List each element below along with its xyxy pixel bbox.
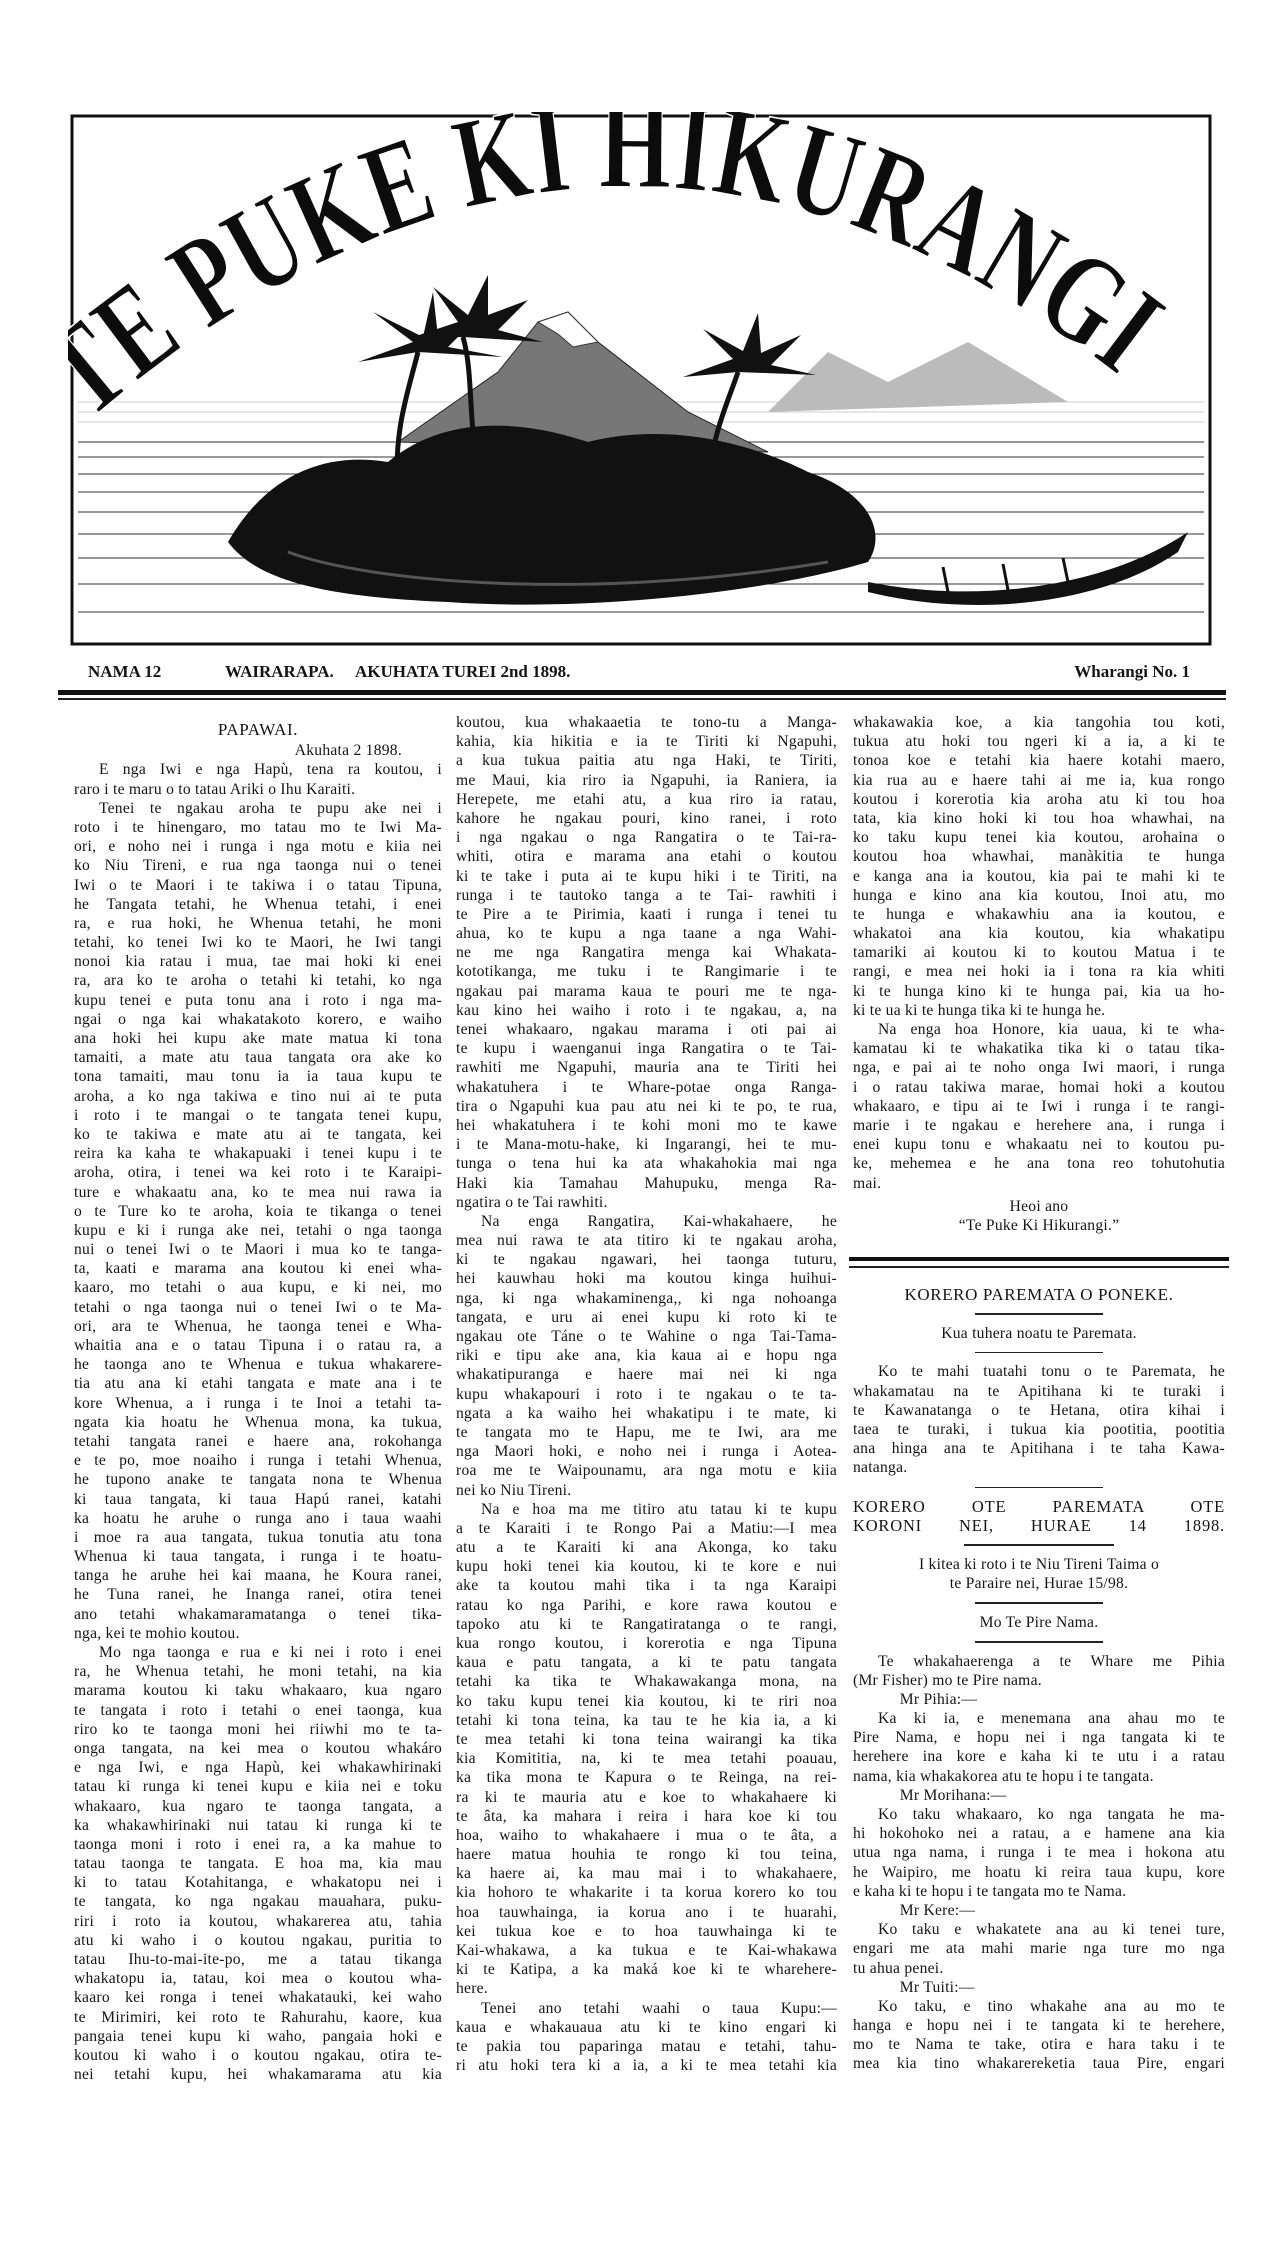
text-line: tukua atu hoki tou ngeri ki a ia, a ki te: [853, 733, 1225, 751]
text-line: Ko taku whakaaro, ko nga tangata he ma-: [877, 1806, 1225, 1823]
text-line: Herepete, me etahi atu, a kua riro ia ratau,: [456, 790, 837, 808]
text-line: ngatira o te Tai rawhiti.: [456, 1193, 608, 1211]
divider: [975, 1313, 1103, 1315]
text-line: kupu whakapouri i roto i te ngakau o te ta-: [456, 1385, 837, 1403]
text-line: kia Komititia, na, ki te mea tetahi poauau,: [456, 1750, 837, 1768]
speaker-label: [853, 1978, 1225, 1997]
text-line: Mo nga taonga e rua e ki nei i roto i enei: [98, 1644, 442, 1661]
text-line: (Mr Fisher) mo te Pire nama.: [853, 1671, 1042, 1689]
text-line: ra ki te mauria atu e koe to whakahaere ki: [456, 1788, 837, 1806]
text-line: ngata kia hoatu he Whenua mona, ka tukua,: [74, 1413, 442, 1431]
text-line: whakatopu ia, tatau, koi mea o koutou wha-: [74, 1970, 442, 1988]
text-line: te âta, ka mahara i reira i hara koe ki tou: [456, 1807, 837, 1825]
text-line: tia atu ana ki etahi tangata e mate ana i te: [74, 1375, 442, 1393]
text-line: he Tangata tetahi, he Whenua tetahi, i enei: [74, 895, 442, 913]
text-line: Ko taku e whakatete ana au ki tenei ture,: [877, 1921, 1225, 1939]
text-line: e kaha ki te hopu i te tangata mo te Nama.: [853, 1882, 1127, 1900]
text-line: he tupono anake te tangata nona te Whenua: [74, 1471, 442, 1489]
text-line: whiti, otira e marama ana etahi o koutou: [456, 848, 837, 866]
text-line: kamatau ki te whakatika tika ki o tatau tika-: [853, 1040, 1225, 1058]
text-line: Tenei ano tetahi waahi o taua Kupu:—: [480, 1999, 837, 2017]
paragraph: [74, 799, 442, 1643]
text-line: koutou, kua whakaaetia te tono-tu a Manga-: [456, 714, 837, 731]
text-line: kia hohoro te whakarite i ta korua korero ko tou: [456, 1884, 837, 1902]
text-line: aroha, otira, i tenei wa kei roto i te Karaipi-: [74, 1164, 442, 1182]
paragraph: [74, 1643, 442, 2084]
text-line: reira ka kaha te whakapuaki i tenei kupu i te: [74, 1145, 442, 1163]
section-heading: [853, 1285, 1225, 1304]
text-line: Tenei te ngakau aroha te pupu ake nei i: [98, 799, 442, 817]
text-line: e nga Iwi, e nga Hapù, kei whakawhirinaki: [74, 1759, 442, 1777]
text-line: Kai-whakawa, a ka tukua e te Kai-whakawa: [456, 1942, 837, 1959]
text-line: ko Niu Tireni, e rua nga taonga nui o tenei: [74, 857, 442, 875]
divider: [964, 1544, 1114, 1546]
text-line: mea kia tino whakarereketia taua Pire, engari: [853, 2055, 1225, 2073]
paragraph: [853, 1652, 1225, 1690]
text-line: ke, mehemea e he ana tona reo tohutohutia: [853, 1155, 1225, 1173]
text-line: atu a te Karaiti ki ana Akonga, ko taku: [456, 1539, 837, 1557]
text-line: taea te turaki, i tukua kia pootitia, pootitia: [853, 1421, 1225, 1438]
text-line: ko taku kupu tenei kia koutou, arohaina o: [853, 829, 1225, 847]
page-number: Wharangi No. 1: [1074, 662, 1190, 681]
text-line: Ka ki ia, e menemana ana ahau mo te: [877, 1710, 1225, 1728]
text-line: tatau taonga te tangata. E hoa ma, kia mau: [74, 1855, 442, 1873]
text-line: natanga.: [853, 1459, 908, 1477]
dateline: [60, 660, 1220, 690]
text-line: Na enga Rangatira, Kai-whakahaere, he: [480, 1212, 837, 1230]
text-line: kototikanga, me tuku i te Rangimarie i te: [456, 963, 837, 981]
text-line: e te po, moe noaiho i runga i tetahi Whenua,: [74, 1452, 442, 1470]
subheading: [853, 1555, 1225, 1593]
text-line: hunga e kino ana kia koutou, Inoi atu, mo: [853, 886, 1225, 904]
text-line: kaaro kei ronga i tenei whakatauki, kei waho: [74, 1989, 442, 2007]
text-line: he Waipiro, me hoatu ki reira taua kupu, kore: [853, 1863, 1225, 1881]
text-line: pangaia tenei kupu ki waho, pangaia hoki e: [74, 2027, 442, 2045]
text-line: kaaro, mo tetahi o aua kupu, e ki nei, mo: [74, 1279, 442, 1297]
text-line: tunga o tena hui ka ata whakahokia mai nga: [456, 1155, 837, 1173]
text-line: tata, kia kino hoki ki tou hoa whawhai, na: [853, 809, 1225, 827]
text-line: tonoa koe e tetahi kia haere kotahi maero,: [853, 752, 1225, 770]
text-line: tu ahua penei.: [853, 1959, 944, 1977]
text-line: ra, e rua hoki, he Whenua tetahi, he moni: [74, 914, 442, 932]
text-line: te pakia tou paparinga matau e tetahi, tahu-: [456, 2037, 837, 2055]
paragraph: [853, 1020, 1225, 1193]
text-line: Mr Tuiti:—: [899, 1978, 975, 1996]
text-line: roa me te Waipounamu, ara nga motu e kiia: [456, 1462, 837, 1480]
paragraph: [853, 1997, 1225, 2074]
text-line: he taonga ano te Whenua e tukua whakarere-: [74, 1356, 442, 1374]
text-line: ture e whakaatu ana, ko te mea nui rawa ia: [74, 1183, 442, 1201]
issue-number: NAMA 12: [88, 662, 162, 681]
paragraph: [853, 1709, 1225, 1786]
text-line: herehere ina kore e kaha ki te utu i a ratau: [853, 1748, 1225, 1766]
text-line: KORONI NEI, HURAE 14 1898.: [853, 1516, 1225, 1536]
text-line: te kupu i waenganui inga Rangatira o te Tai-: [456, 1040, 837, 1058]
text-line: ko taku kupu tenei kia koutou, ki te riri noa: [456, 1692, 837, 1710]
text-line: “Te Puke Ki Hikurangi.”: [958, 1216, 1120, 1234]
text-line: mea nui rawa te ata titiro ki te ngakau aroha,: [456, 1232, 837, 1250]
text-line: nga, ki nga whakaminenga,, ki nga nohoanga: [456, 1289, 837, 1307]
text-line: kaua e whakauaua atu ki te kino engari ki: [456, 2018, 837, 2036]
text-line: KORERO OTE PAREMATA OTE: [853, 1497, 1225, 1517]
text-line: Haki kia Tamahau Mahupuku, menga Ra-: [456, 1174, 837, 1192]
text-line: ka whakawhirinaki nui tatau ki runga ki te: [74, 1816, 442, 1834]
text-line: i nga ngakau o nga Rangatira o te Tai-ra-: [456, 829, 837, 847]
header-rule-thin: [58, 698, 1226, 700]
text-line: i roto i te mangai o te tangata tenei kupu,: [74, 1106, 442, 1124]
article-date: [74, 741, 442, 760]
text-line: whakawakia koe, a kia tangohia tou koti,: [853, 714, 1225, 731]
section-heading: [853, 1497, 1225, 1535]
text-line: mai.: [853, 1174, 882, 1192]
text-line: ta, kaati e marama ana koutou ki enei wha-: [74, 1260, 442, 1278]
text-line: i te Mana-motu-hake, ki Ingarangi, hei te mu-: [456, 1136, 837, 1154]
text-line: nama, kia whakakorea atu te hopu i te tangata.: [853, 1767, 1154, 1785]
text-line: whakatoi ana kia koutou, kia whakatipu: [853, 925, 1225, 943]
text-line: te Pire a te Pirimia, kaati i runga i tenei tu: [456, 905, 837, 923]
text-line: i o ratau takiwa marae, homai hoki a koutou: [853, 1078, 1225, 1096]
text-line: ori, ara te Whenua, he taonga tenei e Wha-: [74, 1317, 442, 1335]
text-line: te Paraire nei, Hurae 15/98.: [949, 1575, 1129, 1593]
text-line: atu ki waho i o koutou ngakau, puritia to: [74, 1931, 442, 1949]
paragraph: [456, 1500, 837, 1999]
divider: [975, 1487, 1103, 1489]
text-line: Pire Nama, e hopu nei i nga tangata ki te: [853, 1729, 1225, 1747]
text-line: whakamatau na te Apitihana ki te turaki i: [853, 1382, 1225, 1400]
text-line: tira o Ngapuhi kua pau atu nei ki te po, te rua,: [456, 1097, 837, 1115]
text-line: Heoi ano: [1009, 1197, 1069, 1215]
text-line: hanga e hopu nei i te tangata ki te herehere,: [853, 2017, 1225, 2035]
text-line: i moe ra aua tangata, tukua tonutia atu tona: [74, 1528, 442, 1546]
text-line: a te Karaiti i te Rongo Pai a Matiu:—I mea: [456, 1519, 837, 1537]
text-line: kahore he ngakau pouri, kino ranei, i roto: [456, 809, 837, 827]
text-line: he Tuna ranei, he Inanga ranei, otira tenei: [74, 1586, 442, 1604]
text-line: haere matua houhia te rongo ki tou teina,: [456, 1846, 837, 1864]
paragraph: [853, 1805, 1225, 1901]
text-line: raro i te maru o to tatau Ariki o Ihu Karaiti.: [74, 780, 356, 798]
text-line: ano tetahi whakamaramatanga o tenei tika-: [74, 1605, 442, 1623]
text-line: e kanga ana ia koutou, kia pai te mahi ki te: [853, 867, 1225, 885]
text-line: ahua, ko te kupu a nga taane a nga Wahi-: [456, 925, 837, 943]
text-line: koutou hoa whawhai, manàkitia te hunga: [853, 848, 1225, 866]
text-line: tetahi ka tika te Whakawakanga mona, na: [456, 1673, 837, 1691]
text-line: nui o tenei Iwi o te Maori i mua ko te tanga-: [74, 1241, 442, 1259]
text-line: Na enga hoa Honore, kia uaua, ki te wha-: [877, 1021, 1225, 1038]
column-3: [853, 713, 1225, 2074]
text-line: Mr Kere:—: [899, 1901, 976, 1919]
text-line: utua nga nama, i runga i te mea i hokona atu: [853, 1844, 1225, 1862]
text-line: kau kino hei waiho i roto i te ngakau, a, na: [456, 1001, 837, 1019]
text-line: nei ko Niu Tireni.: [456, 1481, 572, 1499]
text-line: nga Maori hoki, e noho nei i runga i Aotea-: [456, 1443, 837, 1461]
subheading: [853, 1613, 1225, 1632]
issue-date: AKUHATA TUREI 2nd 1898.: [355, 662, 571, 681]
text-line: nonoi kia ratau i mua, tae mai hoki ki enei: [74, 953, 442, 971]
text-line: ki te hunga kino ki te hunga pai, kia ua ho-: [853, 982, 1225, 1000]
text-line: ki te take i puta ai te kupu hiki i te Tiriti, na: [456, 867, 837, 885]
text-line: Mr Morihana:—: [899, 1786, 1007, 1804]
text-line: here.: [456, 1980, 488, 1998]
text-line: tatau Ihu-to-mai-ite-po, me a tatau tikanga: [74, 1951, 442, 1968]
text-line: aroha, a ko nga takiwa e tino nui ai te puta: [74, 1087, 442, 1105]
masthead-illustration: [68, 112, 1214, 648]
text-line: E nga Iwi e nga Hapù, tena ra koutou, i: [98, 761, 442, 779]
text-line: ki te ua ki te hunga tika ki te hunga he.: [853, 1001, 1106, 1019]
text-line: ki te ngakau ngawari, hei taonga tuturu,: [456, 1251, 837, 1269]
text-line: riki e tipu ake ana, kia kaua ai e hopu nga: [456, 1347, 837, 1365]
text-line: ngai o nga kai whakatakoto korero, e waiho: [74, 1010, 442, 1028]
paragraph: [74, 760, 442, 798]
speaker-label: [853, 1690, 1225, 1709]
text-line: hei kauwhau hoki ma koutou kinga huihui-: [456, 1270, 837, 1288]
text-line: me Maui, kia riro ia Ngapuhi, ia Raniera, ia: [456, 771, 837, 789]
text-line: taonga moni i roto i enei ra, a ka mahue to: [74, 1835, 442, 1853]
text-line: nga, e pai ai te noho onga Iwi maori, i runga: [853, 1059, 1225, 1077]
text-line: rangi, e mea nei hoki ia i tona ra kia whiti: [853, 963, 1225, 981]
header-rule: [58, 690, 1226, 695]
text-line: te Mirimiri, kei roto te Rahurahu, kaore, kua: [74, 2008, 442, 2026]
text-line: whakatuhera i te Whare-potae onga Ranga-: [456, 1078, 837, 1096]
section-heading: [74, 720, 442, 739]
text-line: whakatipuranga e haere mai nei ki nga: [456, 1366, 837, 1384]
text-line: riro ko te taonga moni hei riiwhi mo te ta-: [74, 1720, 442, 1738]
text-line: tatau ki runga ki tenei kupu e kiia nei e toku: [74, 1778, 442, 1796]
text-line: Mo Te Pire Nama.: [979, 1613, 1099, 1631]
text-line: tamaiti, a mate atu taua tangata ora ake ko: [74, 1049, 442, 1067]
text-line: tetahi, ko tenei Iwi ko te Maori, he Iwi tangi: [74, 934, 442, 952]
text-line: o te Ture ko te aroha, koia te tikanga o tenei: [74, 1202, 442, 1220]
text-line: Te whakahaerenga a te Whare me Pihia: [877, 1652, 1225, 1670]
text-line: tenei whakaaro, ngakau marama i oti pai ai: [456, 1021, 837, 1038]
text-line: koutou i korerotia kia aroha atu ki tou hoa: [853, 790, 1225, 808]
text-line: ra, he Whenua tetahi, he moni tetahi, na kia: [74, 1663, 442, 1681]
masthead: [68, 112, 1214, 648]
text-line: Whenua ki taua tangata, i runga i te hoatu-: [74, 1548, 442, 1566]
text-line: Mr Pihia:—: [899, 1690, 978, 1708]
text-line: Akuhata 2 1898.: [294, 742, 402, 760]
text-line: ri atu hoki tera ki a ia, a ki te mea tetahi kia: [456, 2057, 837, 2075]
text-line: kupu tenei e puta tonu ana i roto i nga ma-: [74, 991, 442, 1009]
text-line: te mea tetahi ki tona teina wairangi ka tika: [456, 1730, 837, 1748]
divider: [975, 1602, 1103, 1604]
masthead-title: E PUKE KI HIKURANGI: [68, 112, 1201, 409]
signoff: [853, 1197, 1225, 1235]
text-line: kore Whenua, a i runga i te Inoi a tetahi ta-: [74, 1394, 442, 1412]
text-line: ake ta koutou mahi tika i ta nga Karaipi: [456, 1577, 837, 1595]
text-line: I kitea ki roto i te Niu Tireni Taima o: [918, 1555, 1160, 1573]
text-line: ki taua tangata, ki taua Hapú ranei, katahi: [74, 1490, 442, 1508]
column-1: [74, 714, 442, 2084]
speaker-label: [853, 1786, 1225, 1805]
text-line: riri i roto ia koutou, whakarerea atu, tahia: [74, 1912, 442, 1930]
text-line: tangata, e uru ai enei kupu ki roto ki te: [456, 1308, 837, 1326]
text-line: tetahi o nga taonga nui o tenei Iwi o te Ma-: [74, 1298, 442, 1316]
paragraph: [853, 1362, 1225, 1477]
text-line: ka hoatu he aruhe o runga ano i taua waahi: [74, 1509, 442, 1527]
text-line: onga tangata, na kei mea o koutou whakáro: [74, 1739, 442, 1757]
paragraph: [456, 1212, 837, 1500]
subheading: [853, 1324, 1225, 1343]
text-line: kei tukua koe e to hoa tauwhainga ki te: [456, 1922, 837, 1940]
text-line: te Kawanatanga o te Hetana, otira kihai i: [853, 1401, 1225, 1419]
text-line: ki te Katipa, a ka maká koe ki te wharehere-: [456, 1961, 837, 1979]
text-line: ka tika mona te Kapura o te Reinga, na rei-: [456, 1769, 837, 1787]
text-line: runga i te tautoko tanga a te Tai- rawhiti i: [456, 886, 837, 904]
column-2: [456, 713, 837, 2075]
text-line: te tangata mo te Hapu, me te Iwi, ara me: [456, 1423, 837, 1441]
text-line: Na e hoa ma me titiro atu tatau ki te kupu: [480, 1500, 837, 1518]
divider: [975, 1352, 1103, 1354]
text-line: kaua e patu tangata, a ki te patu tangata: [456, 1654, 837, 1672]
text-line: te tangata, ko nga ngakau mauahara, puku-: [74, 1893, 442, 1911]
text-line: ka haere ai, ka mau mai i to whakahaere,: [456, 1865, 837, 1883]
speaker-label: [853, 1901, 1225, 1920]
text-line: nga, kei te mohio koutou.: [74, 1624, 240, 1642]
text-line: ra, ara ko te aroha o tetahi ki tetahi, ko nga: [74, 972, 442, 990]
text-line: ki to tatau Kotahitanga, e whakatopu nei i: [74, 1874, 442, 1892]
text-line: tona tamaiti, mau tonu ia ia taua kupu te: [74, 1068, 442, 1086]
text-line: kahia, kia hikitia e ia te Tiriti ki Ngapuhi,: [456, 733, 837, 751]
text-line: ana hinga ana te Apitihana i te taha Kawa-: [853, 1440, 1225, 1458]
text-line: ori, e noho nei i runga i nga motu e kiia nei: [74, 838, 442, 856]
text-line: enei kupu tonu e whakaatu nei to koutou pu-: [853, 1136, 1225, 1154]
divider: [975, 1641, 1103, 1643]
text-line: hi hokohoko nei a ratau, a e hamene ana kia: [853, 1825, 1225, 1843]
text-line: ngata a ka waiho hei whakatipu i te mate, ki: [456, 1404, 837, 1422]
place: WAIRARAPA.: [225, 662, 334, 681]
text-line: koutou ki waho i o koutou ngakau, otira te-: [74, 2046, 442, 2064]
text-line: kua rongo koutou, i korerotia e nga Tipuna: [456, 1635, 837, 1652]
text-line: Iwi o te Maori i te takiwa i o tatau Tipuna,: [74, 876, 442, 894]
text-line: tanga he aruhe hei kai maana, he Koura ranei,: [74, 1567, 442, 1585]
text-line: te hunga e whakawhiu ana ia koutou, e: [853, 905, 1225, 923]
text-line: tetahi ki tona teina, ka tau te he kia ia, a ki: [456, 1711, 837, 1729]
text-line: ne me nga Rangatira menga kai Whakata-: [456, 944, 837, 962]
text-line: marie i te ngakau e herehere ana, i runga i: [853, 1116, 1225, 1134]
text-line: rawhiti me Ngapuhi, mauria ana te Tiriti hei: [456, 1059, 837, 1077]
text-line: ngakau ote Táne o te Wahine o nga Tai-Tama-: [456, 1328, 837, 1345]
text-line: whakaaro, e tipu ai te Iwi i runga i te rangi-: [853, 1097, 1225, 1115]
text-line: kia rua au e haere tahi ai me ia, kua rongo: [853, 771, 1225, 789]
text-line: nei tetahi kupu, hei whakamarama atu kia: [74, 2066, 442, 2084]
text-line: roto i te hinengaro, mo tatau mo te Iwi Ma-: [74, 818, 442, 836]
text-line: kupu hoki tenei kia koutou, ki te kore e nui: [456, 1558, 837, 1576]
text-line: whakaaro, kua ngaro te taonga tangata, a: [74, 1797, 442, 1815]
text-line: tetahi tangata ranei e haere ana, rokohanga: [74, 1432, 442, 1450]
text-line: tapoko atu ki te Rangatiratanga o te rangi,: [456, 1615, 837, 1633]
text-line: KORERO PAREMATA O PONEKE.: [904, 1285, 1174, 1305]
text-line: kupu e ki i runga ake nei, tetahi o nga taonga: [74, 1221, 442, 1239]
text-line: hoa tauwhainga, ia korua ano i te huarahi,: [456, 1903, 837, 1921]
text-line: Ko te mahi tuatahi tonu o te Paremata, he: [877, 1363, 1225, 1381]
text-line: te tangata i roto i tetahi o enei taonga, kua: [74, 1701, 442, 1719]
text-line: PAPAWAI.: [217, 720, 299, 739]
text-line: ngakau pai marama kaua te pouri me te nga-: [456, 982, 837, 1000]
paragraph: [853, 713, 1225, 1020]
paragraph: [456, 1999, 837, 2076]
text-line: Kua tuhera noatu te Paremata.: [941, 1324, 1137, 1342]
paragraph: [853, 1920, 1225, 1978]
text-line: a kua tukua paitia atu nga Haki, te Tiriti,: [456, 752, 837, 770]
text-line: whaitia ana e o tatau Tipuna i o ratau ra, a: [74, 1337, 442, 1354]
text-line: ko te takiwa e mate atu ai te tangata, kei: [74, 1125, 442, 1143]
text-line: ana hoki hei kupu ake mate matua ki tona: [74, 1030, 442, 1047]
text-line: engari me ata mahi marie nga ture mo nga: [853, 1940, 1225, 1958]
text-line: marama koutou ki taku whakaaro, kua ngaro: [74, 1682, 442, 1700]
paragraph: [456, 713, 837, 1212]
text-line: ratau ko nga Parihi, e kore rawa koutou e: [456, 1596, 837, 1614]
divider: [849, 1257, 1229, 1261]
text-line: hei whakatuhera i te kohi moni mo te kawe: [456, 1116, 837, 1134]
text-line: hoa, waiho to whakahaere i mua o te âta, a: [456, 1826, 837, 1844]
text-line: mo te Nama te take, otira e hara taku i te: [853, 2036, 1225, 2054]
text-line: tamariki ai koutou ki to koutou Matua i te: [853, 944, 1225, 962]
text-line: Ko taku, e tino whakahe ana au mo te: [877, 1997, 1225, 2015]
